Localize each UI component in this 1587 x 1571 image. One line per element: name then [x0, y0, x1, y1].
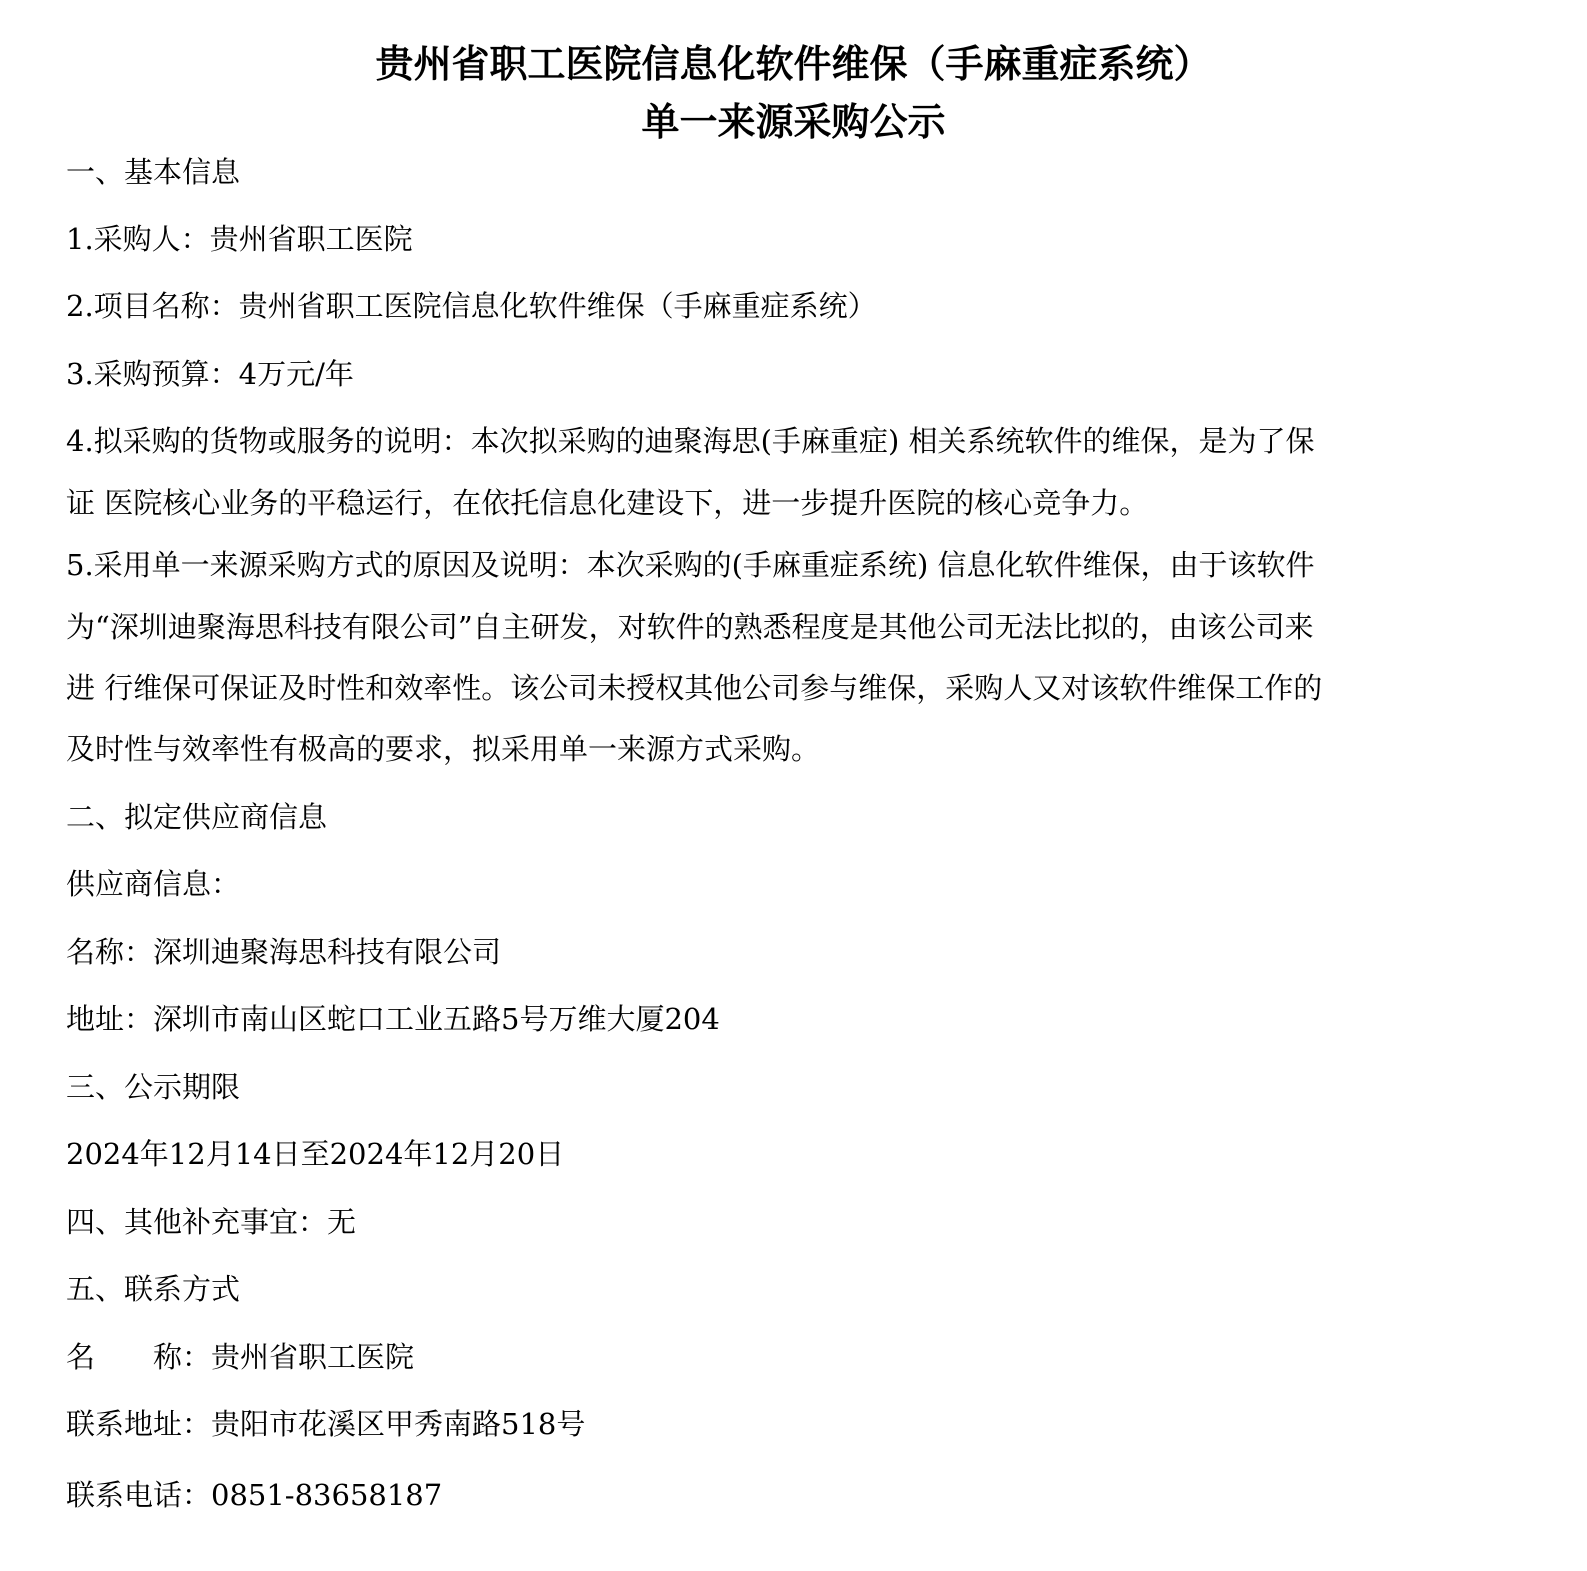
budget-line: 3.采购预算：4万元/年: [66, 357, 354, 391]
document-title-line-2: 单一来源采购公示: [641, 100, 946, 144]
notice-period-line: 2024年12月14日至2024年12月20日: [66, 1137, 565, 1171]
item-5-line-3: 进 行维保可保证及时性和效率性。该公司未授权其他公司参与维保，采购人又对该软件维保工作的: [66, 671, 1323, 705]
item-5-line-2: 为“深圳迪聚海思科技有限公司”自主研发，对软件的熟悉程度是其他公司无法比拟的，由该公司来: [66, 610, 1314, 644]
contact-name-line: 名 称：贵州省职工医院: [66, 1340, 415, 1374]
item-4-line-1: 4.拟采购的货物或服务的说明：本次拟采购的迪聚海思(手麻重症) 相关系统软件的维保，是为了保: [66, 424, 1315, 458]
item-4-line-2: 证 医院核心业务的平稳运行，在依托信息化建设下，进一步提升医院的核心竞争力。: [66, 486, 1149, 520]
item-5-line-4: 及时性与效率性有极高的要求，拟采用单一来源方式采购。: [66, 732, 821, 766]
project-name-line: 2.项目名称：贵州省职工医院信息化软件维保（手麻重症系统）: [66, 289, 877, 323]
supplier-info-label: 供应商信息：: [66, 867, 241, 901]
supplier-name-line: 名称：深圳迪聚海思科技有限公司: [66, 935, 502, 969]
section-2-heading: 二、拟定供应商信息: [66, 800, 328, 834]
purchaser-line: 1.采购人：贵州省职工医院: [66, 222, 413, 256]
contact-address-line: 联系地址：贵阳市花溪区甲秀南路518号: [66, 1407, 586, 1441]
item-5-line-1: 5.采用单一来源采购方式的原因及说明：本次采购的(手麻重症系统) 信息化软件维保，由于该软件: [66, 548, 1315, 582]
supplier-address-line: 地址：深圳市南山区蛇口工业五路5号万维大厦204: [66, 1002, 720, 1036]
section-1-heading: 一、基本信息: [66, 155, 241, 189]
section-3-heading: 三、公示期限: [66, 1070, 241, 1104]
section-4-heading: 四、其他补充事宜：无: [66, 1205, 357, 1239]
contact-phone-line: 联系电话：0851-83658187: [66, 1478, 443, 1512]
document-title-line-1: 贵州省职工医院信息化软件维保（手麻重症系统）: [375, 42, 1212, 86]
section-5-heading: 五、联系方式: [66, 1272, 241, 1306]
